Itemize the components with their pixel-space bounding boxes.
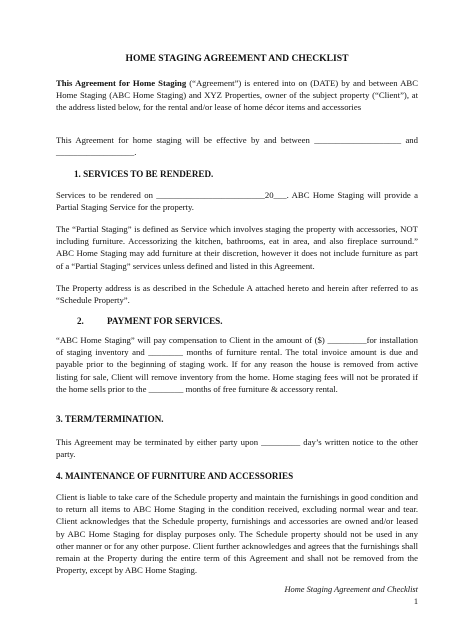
page-number: 1 (413, 597, 418, 606)
property-paragraph: The Property address is as described in the Schedule A attached hereto and herein after referred to as “Schedule Property”. (56, 283, 418, 306)
section-3-heading: 3. TERM/TERMINATION. (56, 414, 164, 424)
section-4-heading: 4. MAINTENANCE OF FURNITURE AND ACCESSORIES (56, 471, 294, 481)
section-1-heading: 1. SERVICES TO BE RENDERED. (74, 169, 214, 179)
effective-paragraph: This Agreement for home staging will be effective by and between ____________________ and __________________. (56, 135, 418, 158)
section-2-number: 2. (77, 316, 84, 326)
document-title: HOME STAGING AGREEMENT AND CHECKLIST (125, 53, 349, 64)
footer-title: Home Staging Agreement and Checklist (284, 585, 418, 594)
section-2-heading (77, 316, 407, 326)
partial-staging-paragraph: The “Partial Staging” is defined as Service which involves staging the property with accessories, NOT including furniture. Accessorizing the kitchen, bathrooms, eat in area, and also fireplace surround.” ABC Home Staging may add furniture at their discretion, however it does not include furniture as part of a “Partial Staging” services unless defined and listed in this Agreement. (56, 224, 418, 271)
intro-bold-text: This Agreement for Home Staging (56, 78, 187, 88)
intro-text: (“Agreement”) is entered into on (DATE) by and between ABC Home Staging (ABC Home Staging) and XYZ Properties, owner of the subject property (“Client”), at the address listed below, for the rental and/or lease of home décor items and accessories (56, 78, 418, 113)
term-paragraph: This Agreement may be terminated by either party upon _________ day’s written notice to the other party. (56, 437, 418, 460)
section-2-title: PAYMENT FOR SERVICES. (107, 316, 223, 326)
intro-paragraph (56, 77, 418, 114)
payment-paragraph: “ABC Home Staging” will pay compensation to Client in the amount of ($) _________for installation of staging inventory and ________ months of furniture rental. The total invoice amount is due and payable prior to the beginning of staging work. If for any reason the house is removed from active listing for sale, Client will remove inventory from the home. Home staging fees will not be prorated if the home sells prior to the ________ months of free furniture & accessory rental. (56, 335, 418, 394)
maintenance-paragraph: Client is liable to take care of the Schedule property and maintain the furnishings in good condition and to return all items to ABC Home Staging in the condition received, excluding normal wear and tear. Client acknowledges that the Schedule property, furnishings and accessories are owned and/or leased by ABC Home Staging for display purposes only. The Schedule property should not be used in any other manner or for any other purpose. Client further acknowledges and agrees that the furnishings shall remain at the Property during the entire term of this Agreement and shall not be removed from the Property, except by ABC Home Staging. (56, 492, 418, 576)
services-paragraph: Services to be rendered on _________________________20___. ABC Home Staging will provide a Partial Staging Service for the property. (56, 190, 418, 213)
